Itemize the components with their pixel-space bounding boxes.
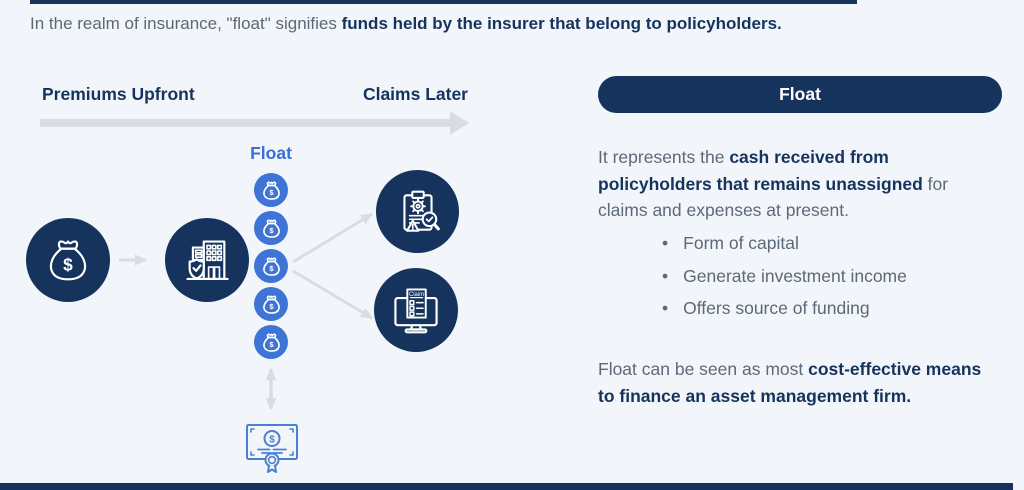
insurance-company-building-icon [181, 234, 233, 286]
bullet-text: Generate investment income [683, 265, 907, 286]
float-title-pill [598, 76, 1002, 113]
float-money-bag-coin-icon [260, 217, 283, 240]
bullet-dot: • [662, 298, 669, 318]
bullet-text: Offers source of funding [683, 298, 870, 318]
float-label: Float [250, 143, 292, 163]
definition-bold: cash received from policyholders that remains unassigned [598, 147, 923, 194]
float-money-bag-coin-icon [260, 331, 283, 354]
timeline-arrow-shaft [40, 119, 450, 127]
float-conclusion [598, 356, 996, 409]
float-to-review-arrow [293, 214, 372, 262]
float-coin-1 [254, 173, 288, 207]
float-coin-4 [254, 287, 288, 321]
certificate-currency-symbol: $ [269, 434, 275, 446]
float-money-bag-coin-icon [260, 293, 283, 316]
bullet-text: Form of capital [683, 233, 799, 253]
premiums-circle [26, 218, 110, 302]
timeline-arrow-head [450, 111, 469, 135]
claims-review-circle [376, 170, 459, 253]
list-item [662, 263, 907, 289]
definition-normal-prefix: It represents the [598, 147, 730, 167]
float-to-claim-arrow [293, 271, 372, 318]
float-coin-2 [254, 211, 288, 245]
definition-normal-suffix: for claims and expenses at present. [598, 173, 949, 220]
claim-screen-label: Claim [408, 291, 425, 298]
money-bag-icon [42, 234, 94, 286]
claim-form-monitor-icon [390, 284, 442, 336]
conclusion-normal: Float can be seen as most [598, 359, 809, 379]
float-title: Float [779, 84, 821, 104]
float-money-bag-coin-icon [260, 179, 283, 202]
page-title-bold: funds held by the insurer that belong to policyholders. [341, 14, 782, 33]
list-item [662, 230, 907, 256]
bullet-dot: • [662, 233, 669, 253]
list-item [662, 295, 907, 321]
float-benefits-list [662, 230, 907, 328]
conclusion-bold: cost-effective means to finance an asset management firm. [598, 359, 982, 406]
bottom-accent-bar [0, 483, 1013, 490]
insurer-circle [165, 218, 249, 302]
page-title-normal: In the realm of insurance, "float" signifies [30, 14, 342, 33]
float-coin-5 [254, 325, 288, 359]
claim-form-circle [374, 268, 458, 352]
bullet-dot: • [662, 265, 669, 286]
float-definition [598, 144, 990, 224]
float-money-bag-coin-icon [260, 255, 283, 278]
float-coin-3 [254, 249, 288, 283]
claims-review-clipboard-icon [393, 187, 443, 237]
premiums-upfront-label: Premiums Upfront [42, 84, 195, 104]
investment-certificate-icon [243, 418, 301, 475]
claims-later-label: Claims Later [362, 84, 468, 104]
